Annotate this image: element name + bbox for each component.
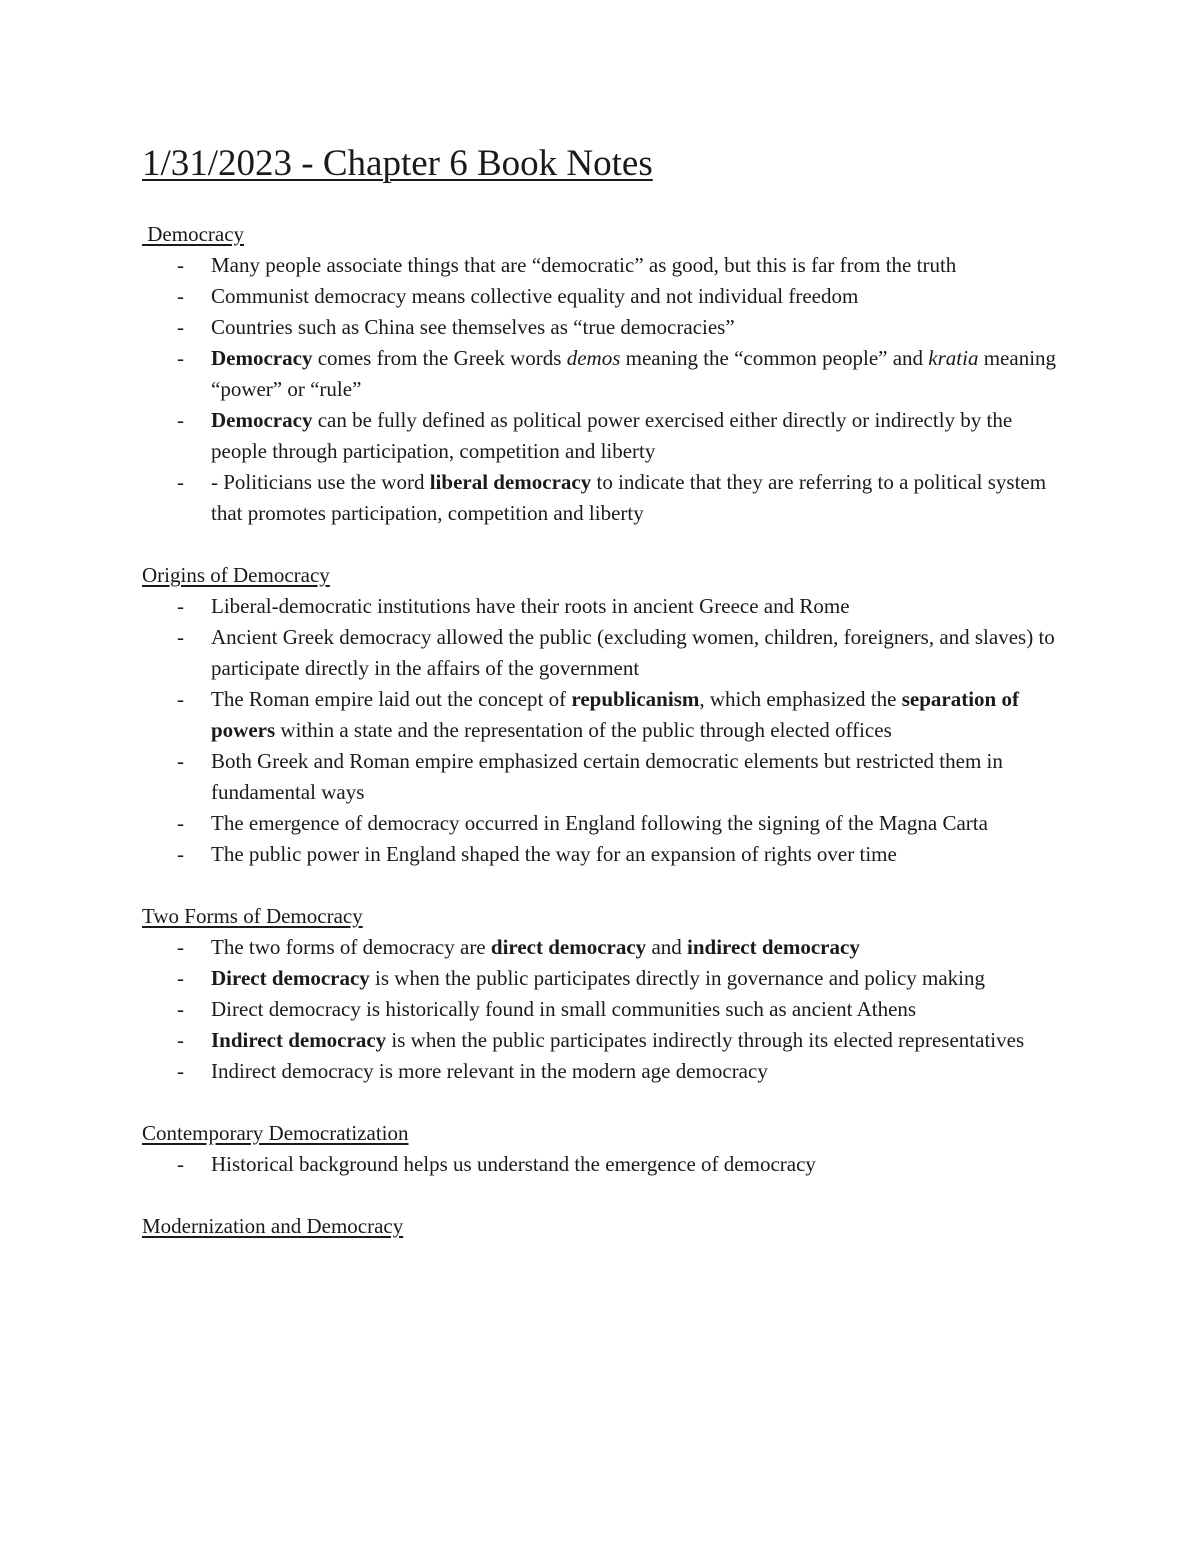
bold-term: Democracy: [211, 408, 313, 432]
bullet-dash: -: [177, 997, 184, 1021]
bullet-dash: -: [177, 1028, 184, 1052]
text-run: is when the public participates directly in governance and policy making: [369, 966, 986, 990]
bullet-dash: -: [177, 966, 184, 990]
notes-section: [142, 1118, 1062, 1180]
list-item: [142, 746, 1062, 808]
bullet-dash: -: [177, 470, 184, 494]
notes-section: [142, 219, 1062, 529]
bullet-dash: -: [177, 1152, 184, 1176]
bullet-dash: -: [177, 253, 184, 277]
bold-term: indirect democracy: [687, 935, 860, 959]
text-run: meaning “power” or “rule”: [211, 346, 1057, 401]
section-heading: Contemporary Democratization: [142, 1121, 409, 1145]
list-item: [142, 839, 1062, 870]
bullet-list: [142, 591, 1062, 870]
bullet-dash: -: [177, 594, 184, 618]
bullet-list: [142, 250, 1062, 529]
list-item: [142, 405, 1062, 467]
bullet-dash: -: [177, 811, 184, 835]
text-run: Communist democracy means collective equality and not individual freedom: [211, 284, 859, 308]
notes-section: [142, 560, 1062, 870]
bullet-dash: -: [177, 408, 184, 432]
list-item: [142, 963, 1062, 994]
list-item: [142, 622, 1062, 684]
text-run: to indicate that they are referring to a political system that promotes participation, competition and liberty: [211, 470, 1047, 525]
italic-term: demos: [566, 346, 621, 370]
page-title: 1/31/2023 - Chapter 6 Book Notes: [142, 143, 653, 184]
text-run: Indirect democracy is more relevant in the modern age democracy: [211, 1059, 768, 1083]
list-item: [142, 994, 1062, 1025]
text-run: Many people associate things that are “democratic” as good, but this is far from the truth: [211, 253, 957, 277]
italic-term: kratia: [928, 346, 979, 370]
list-item: [142, 684, 1062, 746]
bold-term: Indirect democracy: [211, 1028, 387, 1052]
bullet-list: [142, 1149, 1062, 1180]
list-item: [142, 250, 1062, 281]
bullet-dash: -: [177, 625, 184, 649]
section-heading: Origins of Democracy: [142, 563, 330, 587]
bullet-dash: -: [177, 346, 184, 370]
text-run: The Roman empire laid out the concept of: [211, 687, 572, 711]
text-run: is when the public participates indirectly through its elected representatives: [386, 1028, 1025, 1052]
text-run: The public power in England shaped the way for an expansion of rights over time: [211, 842, 897, 866]
bold-term: separation of powers: [211, 687, 1019, 742]
bullet-dash: -: [177, 687, 184, 711]
list-item: [142, 591, 1062, 622]
section-heading: Modernization and Democracy: [142, 1214, 404, 1238]
bold-term: Direct democracy: [211, 966, 370, 990]
bold-term: Democracy: [211, 346, 313, 370]
text-run: Liberal-democratic institutions have their roots in ancient Greece and Rome: [211, 594, 850, 618]
text-run: - Politicians use the word: [211, 470, 430, 494]
list-item: [142, 1149, 1062, 1180]
text-run: can be fully defined as political power exercised either directly or indirectly by the people through participation, competition and liberty: [211, 408, 1013, 463]
text-run: The emergence of democracy occurred in England following the signing of the Magna Carta: [211, 811, 988, 835]
text-run: Direct democracy is historically found in small communities such as ancient Athens: [211, 997, 917, 1021]
bullet-dash: -: [177, 1059, 184, 1083]
text-run: and: [646, 935, 688, 959]
text-run: comes from the Greek words: [312, 346, 567, 370]
bullet-dash: -: [177, 315, 184, 339]
text-run: Countries such as China see themselves as “true democracies”: [211, 315, 735, 339]
bullet-dash: -: [177, 284, 184, 308]
notes-body: [142, 219, 1062, 1242]
list-item: [142, 467, 1062, 529]
bold-term: republicanism: [571, 687, 700, 711]
text-run: meaning the “common people” and: [620, 346, 929, 370]
text-run: Both Greek and Roman empire emphasized certain democratic elements but restricted them in fundamental ways: [211, 749, 1003, 804]
text-run: within a state and the representation of the public through elected offices: [275, 718, 892, 742]
section-heading: Democracy: [142, 222, 245, 246]
bullet-list: [142, 932, 1062, 1087]
text-run: Historical background helps us understand the emergence of democracy: [211, 1152, 816, 1176]
text-run: Ancient Greek democracy allowed the public (excluding women, children, foreigners, and slaves) to participate directly in the affairs of the government: [211, 625, 1055, 680]
bullet-dash: -: [177, 842, 184, 866]
bold-term: direct democracy: [490, 935, 647, 959]
list-item: [142, 281, 1062, 312]
bullet-dash: -: [177, 749, 184, 773]
notes-section: [142, 901, 1062, 1087]
list-item: [142, 808, 1062, 839]
section-heading: Two Forms of Democracy: [142, 904, 363, 928]
list-item: [142, 1025, 1062, 1056]
list-item: [142, 1056, 1062, 1087]
list-item: [142, 932, 1062, 963]
document-page: [142, 140, 1062, 1273]
bullet-dash: -: [177, 935, 184, 959]
list-item: [142, 312, 1062, 343]
notes-section: [142, 1211, 1062, 1242]
text-run: , which emphasized the: [699, 687, 902, 711]
text-run: The two forms of democracy are: [211, 935, 491, 959]
bold-term: liberal democracy: [429, 470, 592, 494]
list-item: [142, 343, 1062, 405]
